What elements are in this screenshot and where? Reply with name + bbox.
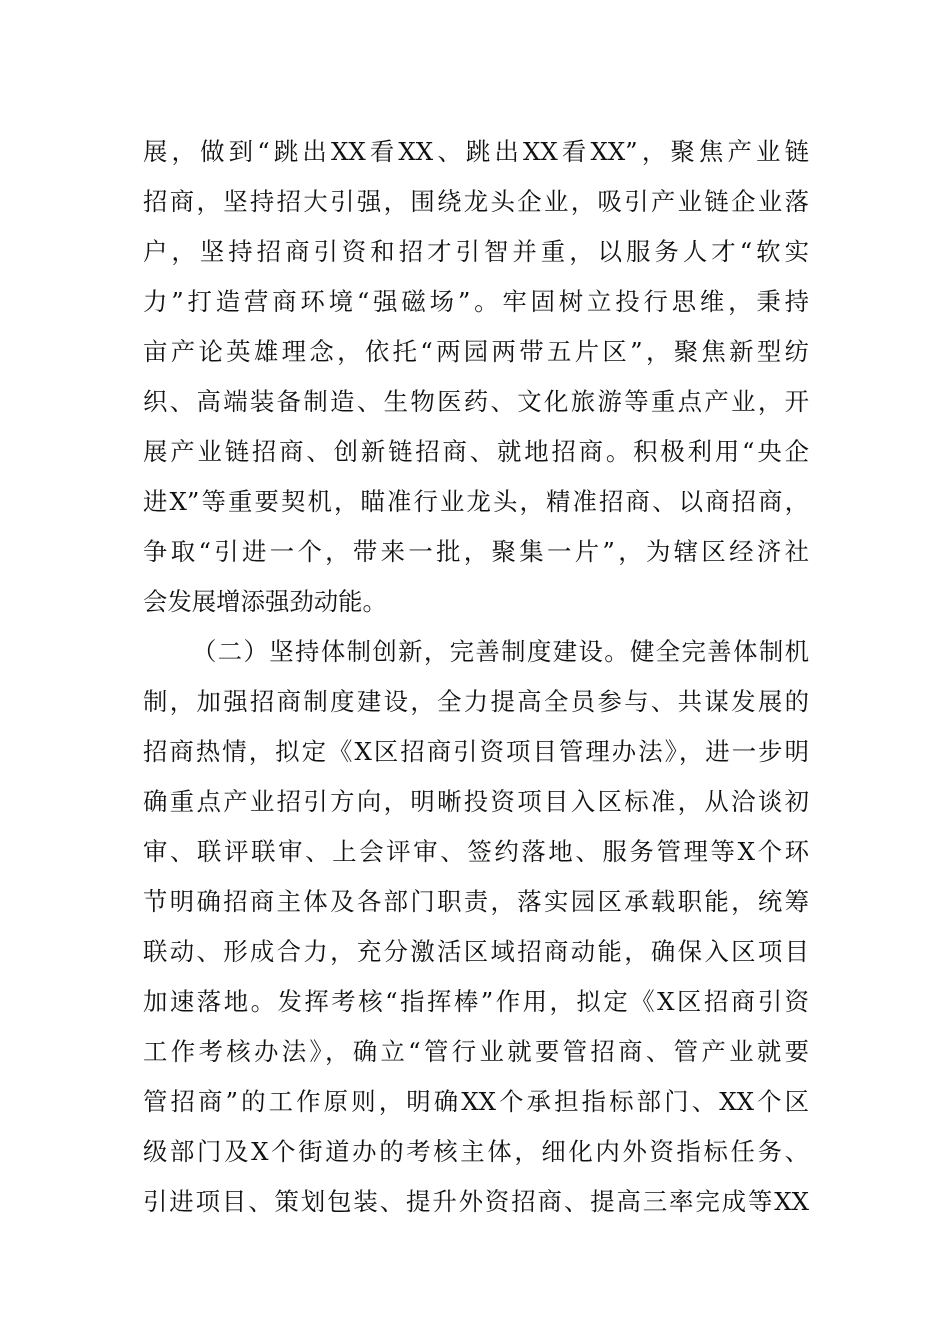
body-text [143,127,809,1227]
text-line: 进X”等重要契机，瞄准行业龙头，精准招商、以商招商， [143,487,809,516]
text-line: 展产业链招商、创新链招商、就地招商。积极利用“央企 [143,437,809,466]
text-line: 力”打造营商环境“强磁场”。牢固树立投行思维，秉持 [143,287,809,316]
paragraph-end-line: 会发展增添强劲动能。 [143,587,387,616]
text-line: 管招商”的工作原则，明确XX个承担指标部门、XX个区 [143,1087,809,1116]
text-line: 节明确招商主体及各部门职责，落实园区承载职能，统筹 [143,887,809,916]
text-line: 争取“引进一个，带来一批，聚集一片”，为辖区经济社 [143,537,809,566]
text-line: 审、联评联审、上会评审、签约落地、服务管理等X个环 [143,837,809,866]
text-line: 确重点产业招引方向，明晰投资项目入区标准，从洽谈初 [143,787,809,816]
text-line: 招商热情，拟定《X区招商引资项目管理办法》，进一步明 [143,737,809,766]
text-line: 加速落地。发挥考核“指挥棒”作用，拟定《X区招商引资 [143,987,809,1016]
text-line: 联动、形成合力，充分激活区域招商动能，确保入区项目 [143,937,809,966]
text-line: 工作考核办法》，确立“管行业就要管招商、管产业就要 [143,1037,809,1066]
text-line: 展，做到“跳出XX看XX、跳出XX看XX”，聚焦产业链 [143,137,809,166]
text-line: 级部门及X个街道办的考核主体，细化内外资指标任务、 [143,1137,809,1166]
text-line: 招商，坚持招大引强，围绕龙头企业，吸引产业链企业落 [143,187,809,216]
text-line: 亩产论英雄理念，依托“两园两带五片区”，聚焦新型纺 [143,337,809,366]
text-line: 制，加强招商制度建设，全力提高全员参与、共谋发展的 [143,687,809,716]
text-line: 织、高端装备制造、生物医药、文化旅游等重点产业，开 [143,387,809,416]
section-heading-line: （二）坚持体制创新，完善制度建设。健全完善体制机 [192,637,809,666]
text-line: 引进项目、策划包装、提升外资招商、提高三率完成等XX [143,1187,809,1216]
text-line: 户，坚持招商引资和招才引智并重，以服务人才“软实 [143,237,809,266]
